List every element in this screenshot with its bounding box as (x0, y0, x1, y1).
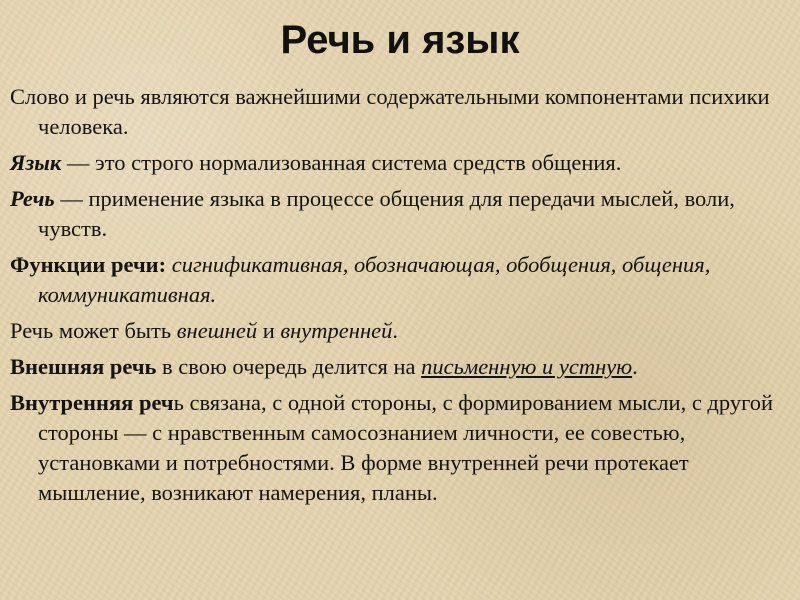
paragraph-text: ь связана, с одной стороны, с формированием мысли, с другой стороны — с нравственным самосознанием личности, ее совестью, установками и потребностями. В форме внутренней речи протекает мышление, возникают намерения, планы. (38, 390, 774, 505)
paragraph-language-definition (10, 148, 790, 178)
paragraph-text: — применение языка в процессе общения для передачи мыслей, воли, чувств. (38, 186, 735, 241)
term-internal-speech: Внутренняя реч (10, 390, 174, 415)
emphasis-external: внешней (176, 318, 258, 343)
term-language: Язык (10, 150, 62, 175)
paragraph-text: в свою очередь делится на (156, 354, 422, 379)
emphasis-written-and-oral: письменную и устную (421, 354, 633, 379)
paragraph-speech-functions (10, 250, 790, 310)
slide-title: Речь и язык (280, 18, 520, 62)
speech-functions-list: сигнификативная, обозначающая, обобщения, общения, коммуникативная. (38, 252, 711, 307)
paragraph-speech-types (10, 316, 790, 346)
paragraph-text: Речь может быть (10, 318, 177, 343)
paragraph-text: . (392, 318, 398, 343)
paragraph-internal-speech (10, 388, 790, 508)
term-speech: Речь (10, 186, 55, 211)
paragraph-external-speech (10, 352, 790, 382)
paragraph-text: — это строго нормализованная система средств общения. (61, 150, 622, 175)
emphasis-internal: внутренней (280, 318, 393, 343)
paragraph-text: и (257, 318, 281, 343)
paragraph-text: Слово и речь являются важнейшими содержательными компонентами психики человека. (10, 84, 770, 139)
term-external-speech: Внешняя речь (10, 354, 157, 379)
paragraph-speech-definition (10, 184, 790, 244)
slide-content (10, 82, 790, 514)
term-speech-functions: Функции речи: (10, 252, 167, 277)
paragraph-text: . (632, 354, 638, 379)
paragraph-word-and-speech (10, 82, 790, 142)
